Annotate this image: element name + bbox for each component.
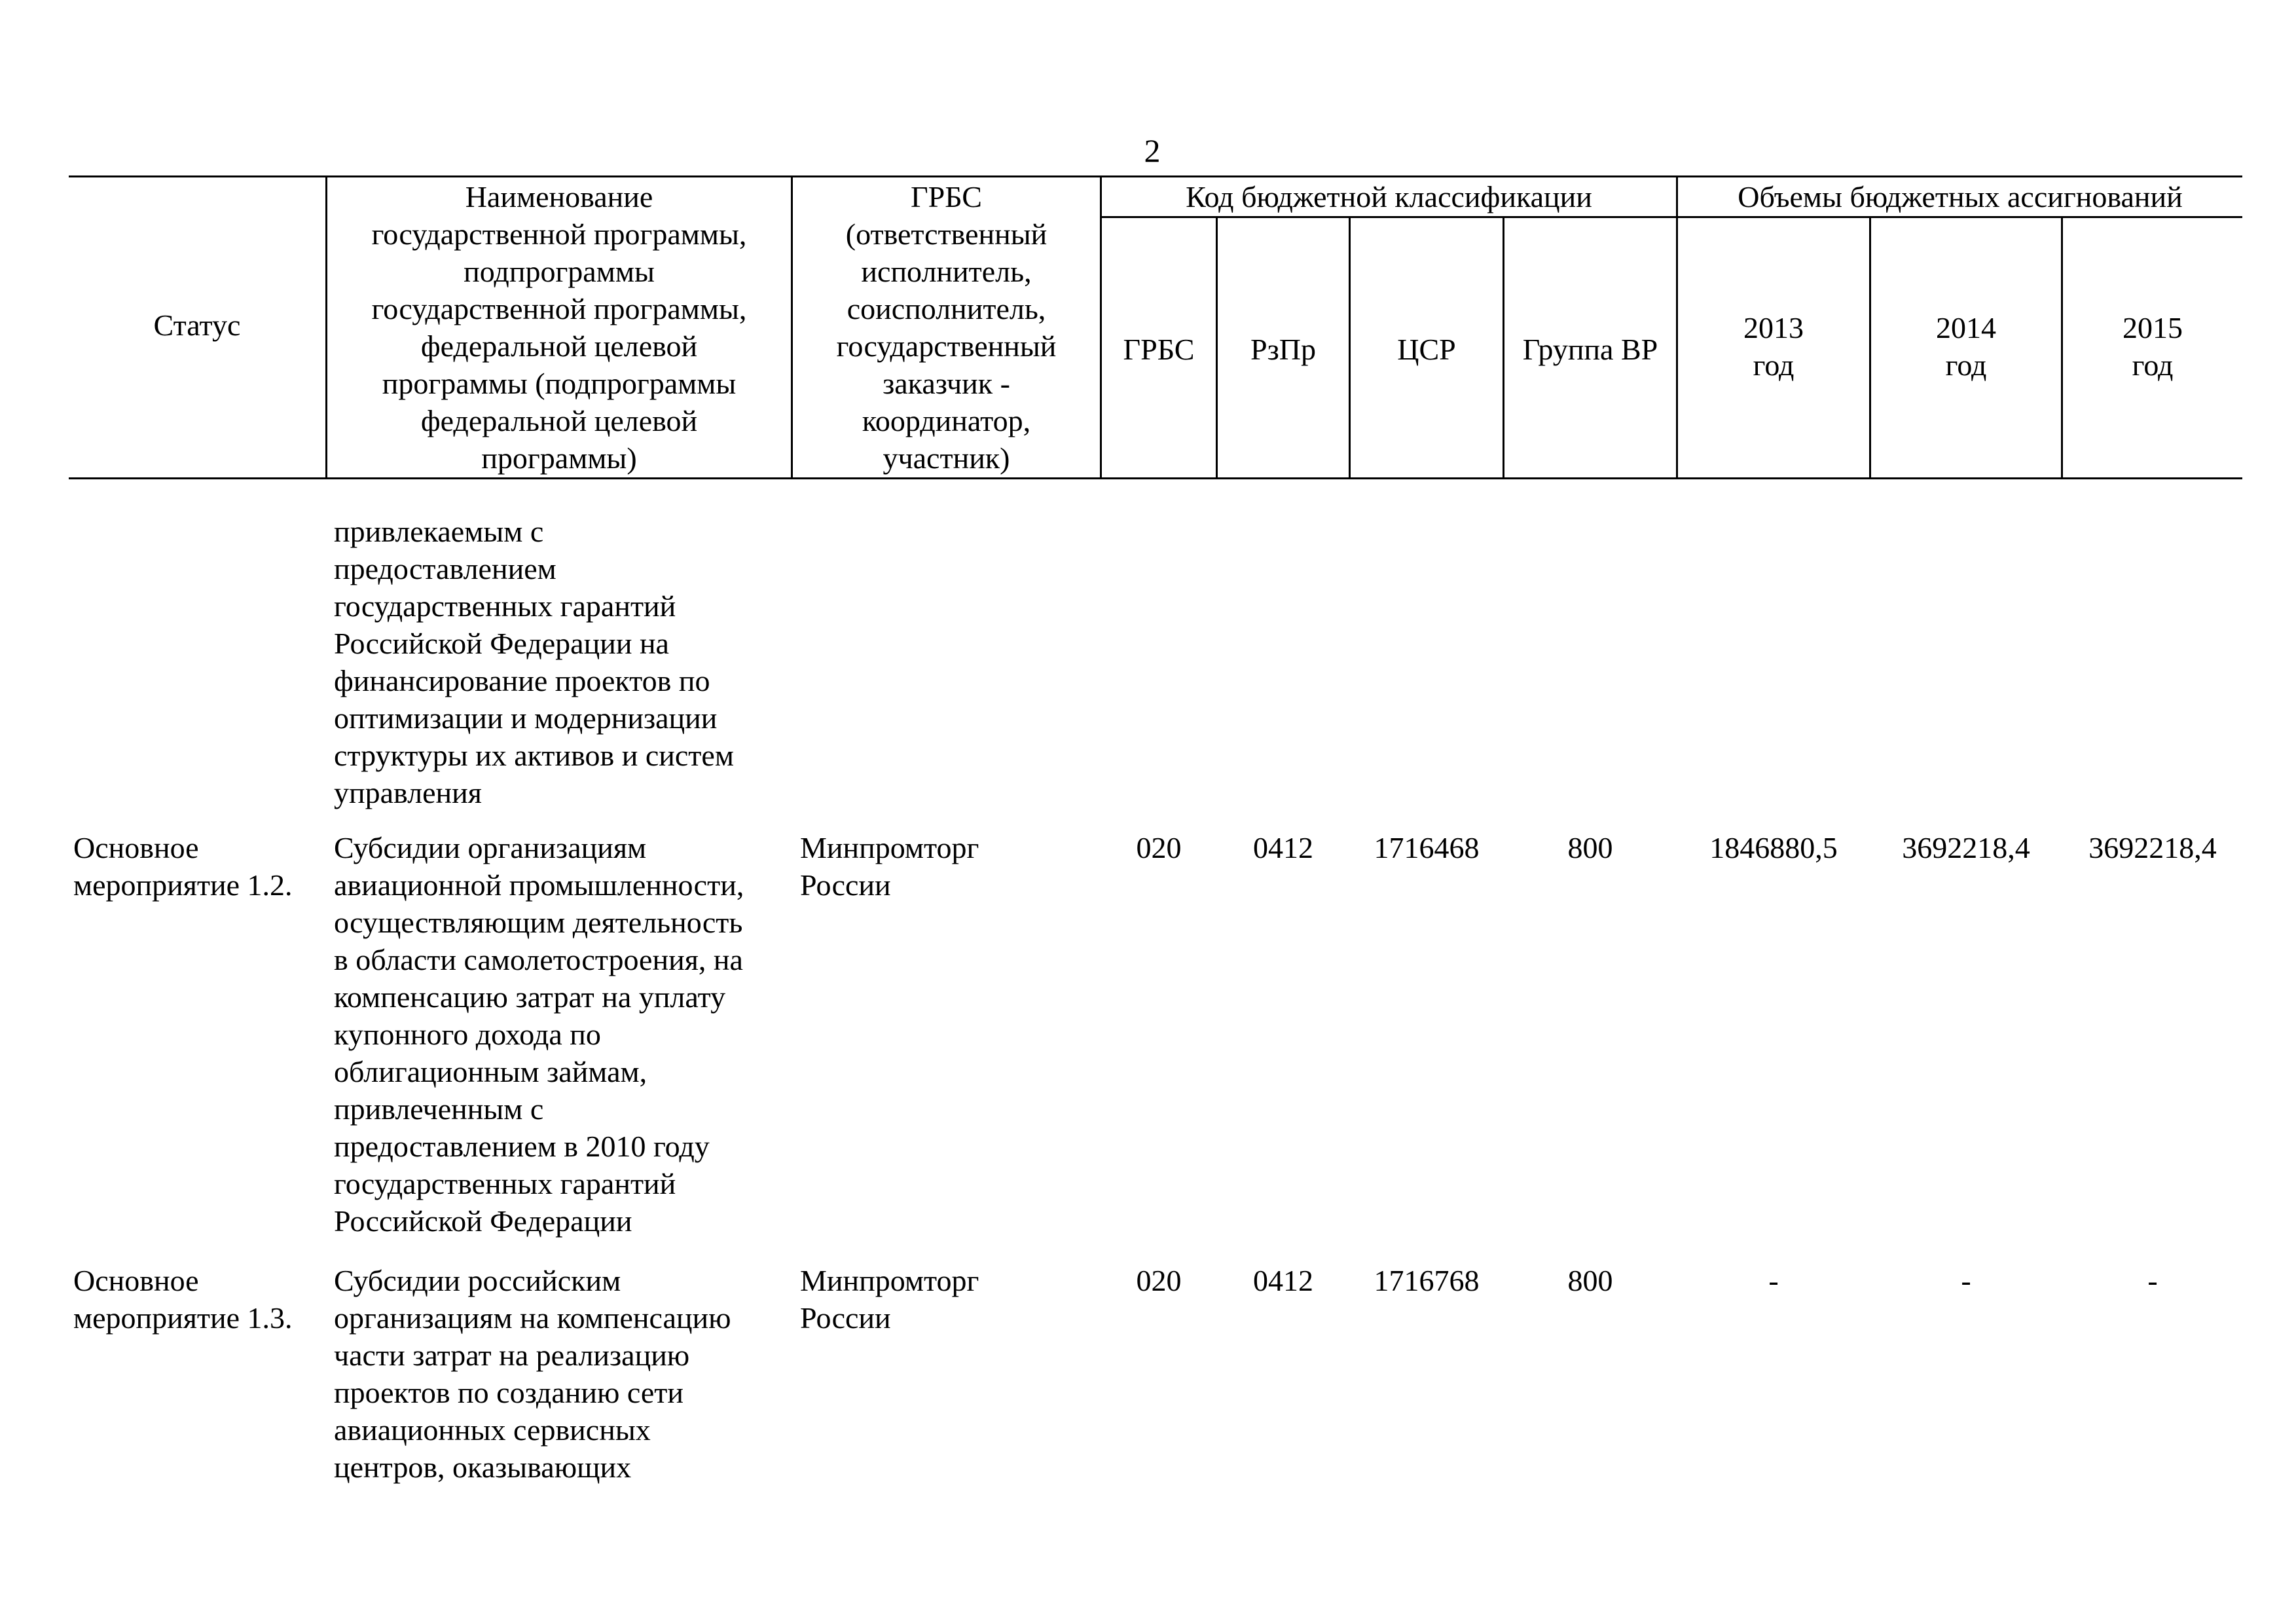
name-line: в области самолетостроения, на <box>334 943 743 976</box>
header-grbs-line: ГРБС <box>911 180 982 213</box>
table-top-border <box>69 175 2242 177</box>
header-year-unit: год <box>2132 348 2174 382</box>
row-status <box>73 1262 329 1337</box>
header-name-line: программы) <box>481 441 637 475</box>
grbs-name-line: России <box>800 1301 891 1335</box>
continuation-name <box>334 513 792 811</box>
continuation-line: государственных гарантий <box>334 589 676 623</box>
header-year: 2015 <box>2123 311 2183 344</box>
row-grbs-name <box>800 829 1088 904</box>
name-line: центров, оказывающих <box>334 1450 632 1484</box>
row-rzpr: 0412 <box>1253 831 1313 864</box>
row-2015: - <box>2147 1264 2158 1297</box>
header-year: 2014 <box>1936 311 1996 344</box>
name-line: организациям на компенсацию <box>334 1301 731 1335</box>
name-line: Субсидии российским <box>334 1264 621 1297</box>
status-line: Основное <box>73 1264 199 1297</box>
header-col-grbs: ГРБС <box>1123 333 1195 366</box>
header-year-unit: год <box>1945 348 1987 382</box>
row-csr: 1716768 <box>1374 1264 1480 1297</box>
row-vr: 800 <box>1567 1264 1613 1297</box>
header-year-unit: год <box>1753 348 1795 382</box>
header-name-line: государственной программы, <box>371 217 747 251</box>
name-line: облигационным займам, <box>334 1055 647 1088</box>
name-line: осуществляющим деятельность <box>334 906 743 939</box>
col-divider-grbs-name <box>1100 175 1102 479</box>
row-grbs-name <box>800 1262 1088 1337</box>
header-budget-code-group: Код бюджетной классификации <box>1186 180 1592 213</box>
continuation-line: Российской Федерации на <box>334 627 669 660</box>
header-name-line: федеральной целевой <box>420 329 698 363</box>
header-grbs-line: (ответственный <box>845 217 1048 251</box>
continuation-line: финансирование проектов по <box>334 664 710 697</box>
name-line: Российской Федерации <box>334 1204 632 1238</box>
grbs-name-line: Минпромторг <box>800 831 979 864</box>
status-line: мероприятие 1.2. <box>73 868 293 902</box>
name-line: купонного дохода по <box>334 1018 601 1051</box>
row-grbs-code: 020 <box>1136 831 1182 864</box>
continuation-line: предоставлением <box>334 552 556 585</box>
row-2015: 3692218,4 <box>2088 831 2217 864</box>
name-line: компенсацию затрат на уплату <box>334 980 726 1014</box>
status-line: мероприятие 1.3. <box>73 1301 293 1335</box>
row-2014: - <box>1961 1264 1971 1297</box>
header-grbs-line: исполнитель, <box>861 255 1032 288</box>
row-rzpr: 0412 <box>1253 1264 1313 1297</box>
header-status: Статус <box>153 308 241 342</box>
header-grbs-line: участник) <box>883 441 1010 475</box>
name-line: государственных гарантий <box>334 1167 676 1200</box>
header-col-csr: ЦСР <box>1397 333 1456 366</box>
row-vr: 800 <box>1567 831 1613 864</box>
header-grbs-line: координатор, <box>862 404 1031 437</box>
header-name-line: подпрограммы <box>464 255 655 288</box>
header-name-line: федеральной целевой <box>420 404 698 437</box>
grbs-name-line: России <box>800 868 891 902</box>
row-csr: 1716468 <box>1374 831 1480 864</box>
grbs-name-line: Минпромторг <box>800 1264 979 1297</box>
name-line: Субсидии организациям <box>334 831 647 864</box>
row-2013: - <box>1768 1264 1779 1297</box>
header-grbs-line: заказчик - <box>883 367 1010 400</box>
status-line: Основное <box>73 831 199 864</box>
header-name-line: Наименование <box>465 180 653 213</box>
header-col-2014 <box>1871 309 2061 384</box>
page-number: 2 <box>1144 132 1161 169</box>
row-status <box>73 829 329 904</box>
header-col-2015 <box>2063 309 2242 384</box>
row-name <box>334 1262 792 1486</box>
name-line: части затрат на реализацию <box>334 1338 690 1372</box>
table-header-bottom-border <box>69 477 2242 479</box>
name-line: авиационных сервисных <box>334 1413 651 1447</box>
header-name-line: программы (подпрограммы <box>382 367 737 400</box>
header-grbs-line: государственный <box>836 329 1057 363</box>
header-year: 2013 <box>1743 311 1804 344</box>
name-line: предоставлением в 2010 году <box>334 1130 710 1163</box>
name-line: привлеченным с <box>334 1092 544 1126</box>
header-name-line: государственной программы, <box>371 292 747 325</box>
row-2013: 1846880,5 <box>1709 831 1838 864</box>
row-2014: 3692218,4 <box>1902 831 2030 864</box>
header-col-rzpr: РзПр <box>1250 333 1316 366</box>
name-line: проектов по созданию сети <box>334 1376 683 1409</box>
continuation-line: оптимизации и модернизации <box>334 701 718 735</box>
header-grbs-responsible <box>793 178 1100 477</box>
name-line: авиационной промышленности, <box>334 868 744 902</box>
continuation-line: структуры их активов и систем <box>334 739 734 772</box>
row-grbs-code: 020 <box>1136 1264 1182 1297</box>
header-col-vr: Группа ВР <box>1522 333 1658 366</box>
group-header-divider <box>1102 216 2242 218</box>
continuation-line: управления <box>334 776 482 809</box>
header-name <box>327 178 791 477</box>
header-grbs-line: соисполнитель, <box>847 292 1046 325</box>
row-name <box>334 829 792 1240</box>
header-col-2013 <box>1678 309 1869 384</box>
continuation-line: привлекаемым с <box>334 515 544 548</box>
header-budget-volume-group: Объемы бюджетных ассигнований <box>1738 180 2183 213</box>
